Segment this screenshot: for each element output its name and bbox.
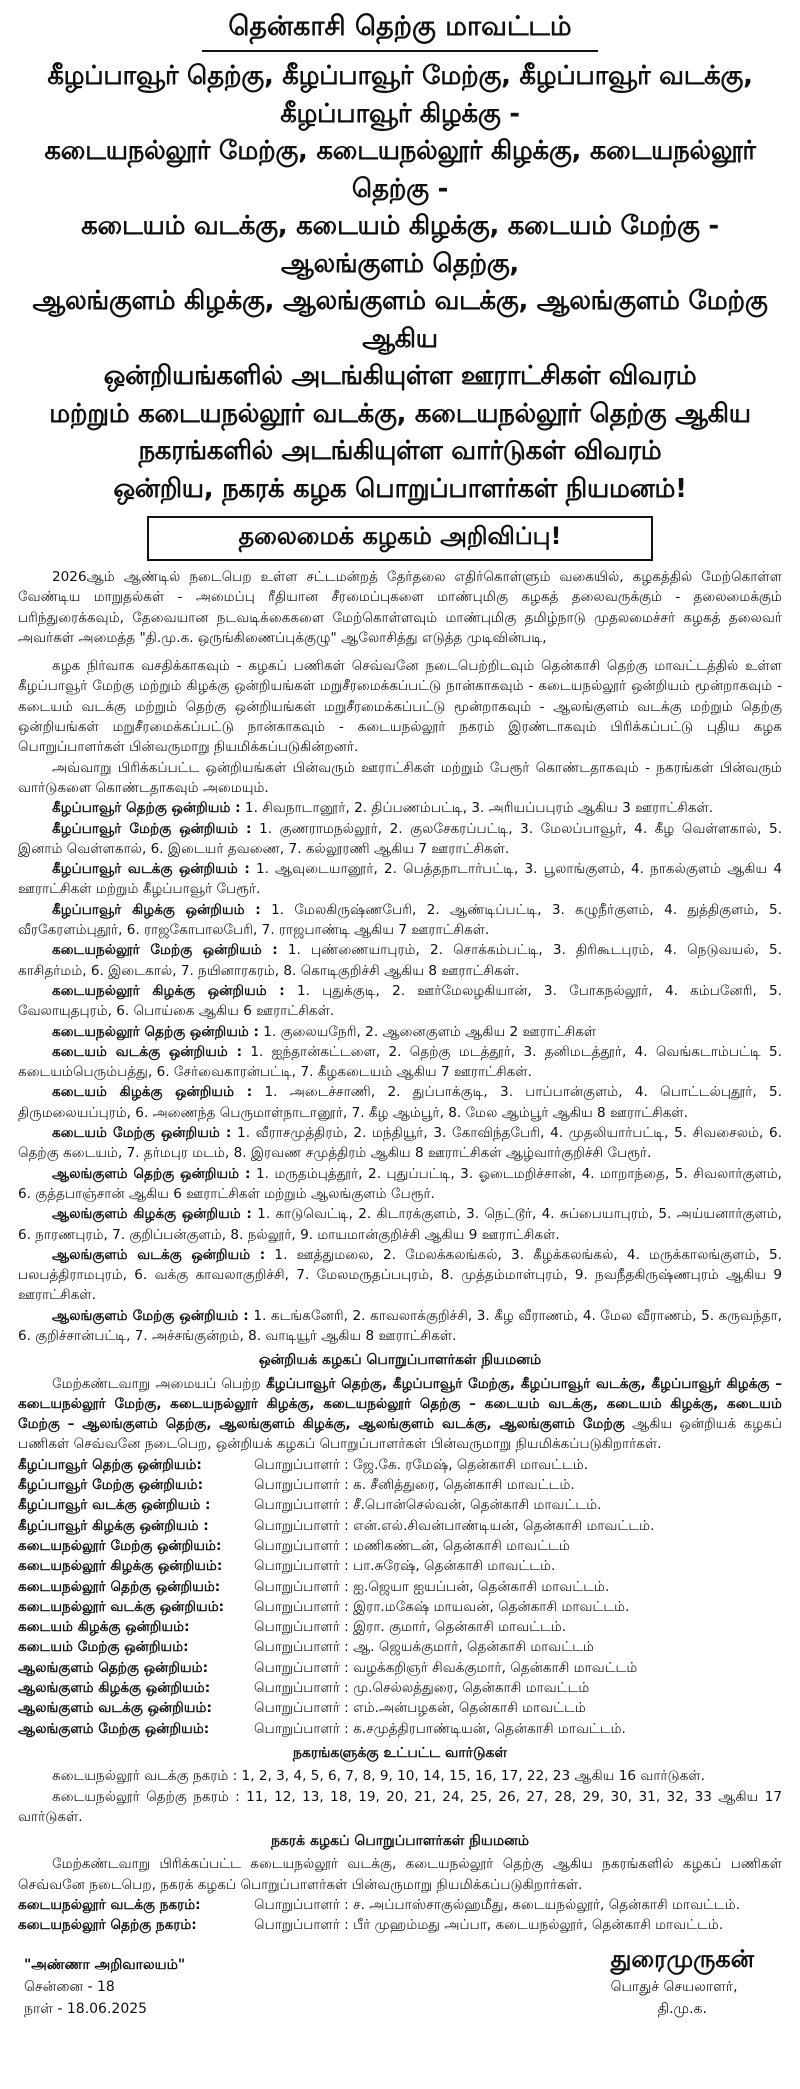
union-panchayats: 1. அடைச்சாணி, 2. துப்பாக்குடி, 3. பாப்பான்குளம், 4. பொட்டல்புதூர், 5. திருமலையப்புரம், 6. அணைந்த பெருமாள்நாடானூர், 7. கீழ ஆம்பூர், 8. மேல ஆம்பூர் ஆகிய 8 ஊராட்சிகள்.	[18, 1084, 782, 1121]
officer-row	[18, 1455, 782, 1475]
union-panchayats: 1. வீராசமுத்திரம், 2. மந்தியூர், 3. கோவிந்தபேரி, 4. முதலியார்பட்டி, 5. சிவசைலம், 6. தெற்கு கடையம், 7. தர்மபுர மடம், 8. இரவண சமுத்திரம் ஆகிய 8 ஊராட்சிகள் ஆழ்வார்குறிச்சி பேரூர்.	[18, 1125, 783, 1162]
officer-unit: கடையநல்லூர் வடக்கு நகரம்:	[18, 1897, 201, 1913]
union-entry	[18, 940, 782, 981]
head-office-announcement-title: தலைமைக் கழகம் அறிவிப்பு!	[147, 516, 654, 561]
officer-row	[18, 1577, 782, 1597]
officer-unit: ஆலங்குளம் தெற்கு ஒன்றியம்:	[18, 1659, 209, 1676]
officer-unit: கடையநல்லூர் தெற்கு நகரம்:	[18, 1917, 197, 1934]
officer-unit: ஆலங்குளம் கிழக்கு ஒன்றியம்:	[18, 1680, 211, 1697]
officer-unit: கீழப்பாவூர் தெற்கு ஒன்றியம்:	[18, 1456, 202, 1473]
headline-line: ஒன்றியங்களில் அடங்கியுள்ள ஊராட்சிகள் விவரம்	[103, 361, 697, 391]
officer-row	[18, 1637, 782, 1657]
officer-name: பொறுப்பாளர் : மு.செல்லத்துரை, தென்காசி மாவட்டம்	[254, 1680, 590, 1697]
officer-row	[18, 1516, 782, 1536]
union-officers-intro	[18, 1374, 782, 1455]
union-name: கடையம் மேற்கு ஒன்றியம் :	[52, 1125, 232, 1142]
intro-prefix: மேற்கண்டவாறு அமையப் பெற்ற	[52, 1375, 267, 1392]
officer-row	[18, 1678, 782, 1698]
union-panchayats: 1. குணராமநல்லூர், 2. குலசேகரப்பட்டி, 3. மேலப்பாவூர், 4. கீழ வெள்ளகால், 5. இனாம் வெள்ளகால், 6. இடையர் தவணை, 7. கல்லூரணி ஆகிய 7 ஊராட்சிகள்.	[18, 820, 782, 857]
signer-party: தி.மு.க.	[657, 2000, 707, 2017]
union-name: ஆலங்குளம் வடக்கு ஒன்றியம் :	[52, 1246, 266, 1263]
officer-name: பொறுப்பாளர் : இரா.மகேஷ் மாயவன், தென்காசி மாவட்டம்.	[254, 1598, 630, 1615]
town-officer-list	[18, 1895, 782, 1936]
intro-paragraph: 2026ஆம் ஆண்டில் நடைபெற உள்ள சட்டமன்றத் தேர்தலை எதிர்கொள்ளும் வகையில், கழகத்தில் மேற்கொள்ள வேண்டிய மாறுதல்கள் - அமைப்பு ரீதியான சீரமைப்புகளை மாண்புமிகு கழகத் தலைவருக்கும் - தலைமைக்கும் பரிந்துரைக்கவும், தேவையான நடவடிக்கைகளை மேற்கொள்ளவும் மாண்புமிகு தமிழ்நாடு முதலமைச்சர் கழகத் தலைவர் அவர்கள் அமைத்த "தி.மு.க. ஒருங்கிணைப்புக்குழு" ஆலோசித்து எடுத்த முடிவின்படி,	[18, 569, 782, 646]
union-entry	[18, 1164, 782, 1205]
signer-name: துரைமுருகன்	[610, 1944, 754, 1973]
headline-line: ஆலங்குளம் கிழக்கு, ஆலங்குளம் வடக்கு, ஆலங்குளம் மேற்கு ஆகிய	[32, 286, 768, 354]
box-title-wrap	[18, 516, 782, 561]
officer-name: பொறுப்பாளர் : எம்.அன்பழகன், தென்காசி மாவட்டம்	[254, 1700, 586, 1717]
union-panchayats: 1. குலையநேரி, 2. ஆனைகுளம் ஆகிய 2 ஊராட்சிகள்	[258, 1023, 597, 1040]
officer-unit: கடையநல்லூர் கிழக்கு ஒன்றியம்:	[18, 1558, 223, 1575]
union-entry	[18, 900, 782, 941]
officer-unit: கடையநல்லூர் தெற்கு ஒன்றியம்:	[18, 1578, 221, 1595]
headline-line: கடையம் வடக்கு, கடையம் கிழக்கு, கடையம் மேற்கு - ஆலங்குளம் தெற்கு,	[81, 211, 719, 279]
union-entry	[18, 1022, 782, 1042]
officer-unit: கடையம் மேற்கு ஒன்றியம்:	[18, 1639, 189, 1656]
officer-name: பொறுப்பாளர் : சீ.பொன்செல்வன், தென்காசி மாவட்டம்.	[254, 1497, 602, 1514]
intro-suffix: ஆகிய ஒன்றியக் கழகப் பணிகள் செவ்வனே நடைபெற, ஒன்றியக் கழகப் பொறுப்பாளர்கள் பின்வருமாறு நியமிக்கப்படுகிறார்கள்.	[18, 1416, 782, 1453]
officer-row	[18, 1719, 782, 1739]
officer-name: பொறுப்பாளர் : வழக்கறிஞர் சிவக்குமார், தென்காசி மாவட்டம்	[254, 1659, 638, 1676]
intro-paragraph: அவ்வாறு பிரிக்கப்பட்ட ஒன்றியங்கள் பின்வரும் ஊராட்சிகள் மற்றும் பேரூர் கொண்டதாகவும் - நகரங்கள் பின்வரும் வார்டுகளை கொண்டதாகவும் அமையும்.	[18, 759, 782, 796]
union-list	[18, 798, 782, 1346]
officer-row	[18, 1475, 782, 1495]
union-name: கீழப்பாவூர் கிழக்கு ஒன்றியம் :	[52, 901, 261, 918]
officer-name: பொறுப்பாளர் : ஜே.கே. ரமேஷ், தென்காசி மாவட்டம்.	[254, 1456, 589, 1473]
union-panchayats: 1. மருதம்புத்தூர், 2. புதுப்பட்டி, 3. ஓடைமறிச்சான், 4. மாறாந்தை, 5. சிவலார்குளம், 6. குத்தபாஞ்சான் ஆகிய 6 ஊராட்சிகள் மற்றும் ஆலங்குளம் பேரூர்.	[18, 1165, 782, 1202]
union-entry	[18, 819, 782, 860]
officer-row	[18, 1597, 782, 1617]
officer-row	[18, 1895, 782, 1915]
office-name: "அண்ணா அறிவாலயம்"	[24, 1956, 186, 1973]
officer-row	[18, 1698, 782, 1718]
officer-name: பொறுப்பாளர் : க.சமுத்திரபாண்டியன், தென்காசி மாவட்டம்.	[254, 1720, 626, 1737]
union-entry	[18, 1245, 782, 1306]
union-name: கீழப்பாவூர் வடக்கு ஒன்றியம் :	[52, 861, 250, 878]
town-officers-heading: நகரக் கழகப் பொறுப்பாளர்கள் நியமனம்	[270, 1833, 530, 1850]
officer-unit: கீழப்பாவூர் வடக்கு ஒன்றியம் :	[18, 1497, 211, 1514]
union-name: ஆலங்குளம் மேற்கு ஒன்றியம் :	[52, 1307, 249, 1324]
union-entry	[18, 798, 782, 818]
union-panchayats: 1. ஊத்துமலை, 2. மேலக்கலங்கல், 3. கீழக்கலங்கல், 4. மருக்காலங்குளம், 5. பலபத்திராமபுரம், 6. வக்கு காவலாகுறிச்சி, 7. மேலமருதப்பபுரம், 8. முத்தம்மாள்புரம், 9. நவநீதகிருஷ்ணபுரம் ஆகிய 9 ஊராட்சிகள்.	[18, 1246, 782, 1304]
office-city: சென்னை - 18	[24, 1978, 115, 1995]
officer-unit: கீழப்பாவூர் கிழக்கு ஒன்றியம் :	[18, 1517, 209, 1534]
town-wards-heading: நகரங்களுக்கு உட்பட்ட வார்டுகள்	[292, 1744, 508, 1761]
union-name: கடையநல்லூர் மேற்கு ஒன்றியம் :	[52, 942, 278, 959]
officer-name: பொறுப்பாளர் : ச. அப்பாஸ்சாகுல்ஹமீது, கடையநல்லூர், தென்காசி மாவட்டம்.	[254, 1897, 741, 1913]
union-panchayats: 1. புதுக்குடி, 2. ஊர்மேலழகியான், 3. போகநல்லூர், 4. கம்பனேரி, 5. வேலாயுதபுரம், 6. பொய்கை ஆகிய 6 ஊராட்சிகள்.	[18, 982, 783, 1020]
union-entry	[18, 1042, 782, 1083]
union-panchayats: 1. மேலகிருஷ்ணபேரி, 2. ஆண்டிப்பட்டி, 3. கழுநீர்குளம், 4. துத்திகுளம், 5. வீரகேரளம்புதூர், 6. ராஜகோபாலபேரி, 7. ராஜபாண்டி ஆகிய 7 ஊராட்சிகள்.	[18, 901, 783, 939]
union-name: ஆலங்குளம் தெற்கு ஒன்றியம் :	[52, 1165, 251, 1182]
issue-date: நாள் - 18.06.2025	[24, 2000, 148, 2017]
union-entry	[18, 981, 782, 1022]
officer-name: பொறுப்பாளர் : க. சீனித்துரை, தென்காசி மாவட்டம்.	[254, 1477, 575, 1494]
union-panchayats: 1. புண்ணையாபுரம், 2. சொக்கம்பட்டி, 3. திரிகூடபுரம், 4. நெடுவயல், 5. காசிதர்மம், 6. இடைகால், 7. நயினாரகரம், 8. கொடிகுறிச்சி ஆகிய 8 ஊராட்சிகள்.	[18, 942, 782, 979]
union-name: கடையநல்லூர் கிழக்கு ஒன்றியம் :	[52, 982, 285, 999]
union-name: கடையநல்லூர் தெற்கு ஒன்றியம் :	[52, 1023, 259, 1040]
union-name: கீழப்பாவூர் தெற்கு ஒன்றியம் :	[52, 800, 241, 817]
headline-line: மற்றும் கடையநல்லூர் வடக்கு, கடையநல்லூர் தெற்கு ஆகிய	[49, 398, 751, 429]
intro-paragraph: கழக நிர்வாக வசதிக்காகவும் - கழகப் பணிகள் செவ்வனே நடைபெற்றிடவும் தென்காசி தெற்கு மாவட்டத்தில் உள்ள கீழப்பாவூர் மேற்கு மற்றும் கிழக்கு ஒன்றியங்கள் மறுசீரமைக்கப்பட்டு நான்காகவும் - கடையநல்லூர் ஒன்றியம் மூன்றாகவும் - கடையம் வடக்கு மற்றும் தெற்கு ஒன்றியங்கள் மறுசீரமைக்கப்பட்டு மூன்றாகவும் - ஆலங்குளம் வடக்கு மற்றும் தெற்கு ஒன்றியங்கள் மறுசீரமைக்கப்பட்டு நான்காகவும் - கடையநல்லூர் நகரம் இரண்டாகவும் பிரிக்கப்பட்டு புதிய கழக பொறுப்பாளர்கள் பின்வருமாறு நியமிக்கப்படுகின்றனர்.	[18, 658, 782, 756]
union-panchayats: 1. ஐந்தான்கட்டளை, 2. தெற்கு மடத்தூர், 3. தனிமடத்தூர், 4. வெங்கடாம்பட்டி 5. கடையம்பெரும்பத்து, 6. சேர்வைகாரன்பட்டி, 7. கீழகடையம் ஆகிய 7 ஊராட்சிகள்.	[18, 1043, 783, 1081]
union-officers-heading: ஒன்றியக் கழகப் பொறுப்பாளர்கள் நியமனம்	[258, 1352, 542, 1369]
union-entry	[18, 1082, 782, 1123]
officer-name: பொறுப்பாளர் : என்.எல்.சிவன்பாண்டியன், தென்காசி மாவட்டம்.	[254, 1517, 655, 1534]
union-panchayats: 1. ஆவுடையானூர், 2. பெத்தநாடார்பட்டி, 3. பூலாங்குளம், 4. நாகல்குளம் ஆகிய 4 ஊராட்சிகள் மற்றும் கீழப்பாவூர் பேரூர்.	[18, 861, 782, 898]
officer-name: பொறுப்பாளர் : ஆ. ஜெயக்குமார், தென்காசி மாவட்டம்	[254, 1639, 594, 1656]
district-title-wrap	[18, 8, 782, 52]
officer-row	[18, 1915, 782, 1935]
officer-row	[18, 1536, 782, 1556]
union-name: கடையம் கிழக்கு ஒன்றியம் :	[52, 1084, 253, 1101]
union-name: ஆலங்குளம் கிழக்கு ஒன்றியம் :	[52, 1206, 252, 1223]
union-entry	[18, 1204, 782, 1245]
footer-address	[24, 1954, 185, 2020]
intro-bold: கீழப்பாவூர் தெற்கு, கீழப்பாவூர் மேற்கு, கீழப்பாவூர் வடக்கு, கீழப்பாவூர் கிழக்கு – கடையநல்லூர் மேற்கு, கடையநல்லூர் கிழக்கு, கடையநல்லூர் தெற்கு – கடையம் வடக்கு, கடையம் கிழக்கு, கடையம் மேற்கு – ஆலங்குளம் தெற்கு, ஆலங்குளம் கிழக்கு, ஆலங்குளம் வடக்கு, ஆலங்குளம் மேற்கு	[18, 1375, 782, 1433]
union-panchayats: 1. சிவநாடானூர், 2. திப்பணம்பட்டி, 3. அரியப்பபுரம் ஆகிய 3 ஊராட்சிகள்.	[240, 800, 714, 817]
officer-unit: கடையநல்லூர் மேற்கு ஒன்றியம்:	[18, 1537, 222, 1554]
officer-row	[18, 1495, 782, 1515]
town-wards-north: கடையநல்லூர் வடக்கு நகரம் : 1, 2, 3, 4, 5, 6, 7, 8, 9, 10, 14, 15, 16, 17, 22, 23 ஆகிய 16 வார்டுகள்.	[52, 1768, 705, 1785]
officer-row	[18, 1556, 782, 1576]
officer-unit: கீழப்பாவூர் மேற்கு ஒன்றியம்:	[18, 1477, 204, 1494]
officer-row	[18, 1617, 782, 1637]
district-title: தென்காசி தெற்கு மாவட்டம்	[202, 8, 597, 52]
officer-name: பொறுப்பாளர் : பீர் முஹம்மது அப்பா, கடையநல்லூர், தென்காசி மாவட்டம்.	[254, 1917, 724, 1934]
union-name: கடையம் வடக்கு ஒன்றியம் :	[52, 1043, 243, 1060]
union-name: கீழப்பாவூர் மேற்கு ஒன்றியம் :	[52, 820, 252, 837]
officer-name: பொறுப்பாளர் : இரா. குமார், தென்காசி மாவட்டம்.	[254, 1619, 567, 1636]
union-officer-list	[18, 1455, 782, 1739]
union-entry	[18, 1306, 782, 1347]
officer-name: பொறுப்பாளர் : ஐ.ஜெயா ஐயப்பன், தென்காசி மாவட்டம்.	[254, 1578, 610, 1595]
officer-name: பொறுப்பாளர் : பா.சுரேஷ், தென்காசி மாவட்டம்.	[254, 1558, 556, 1575]
officer-row	[18, 1658, 782, 1678]
headline-line: நகரங்களில் அடங்கியுள்ள வார்டுகள் விவரம்	[138, 436, 662, 466]
headline-line: கீழப்பாவூர் தெற்கு, கீழப்பாவூர் மேற்கு, கீழப்பாவூர் வடக்கு, கீழப்பாவூர் கிழக்கு -	[47, 61, 753, 129]
union-panchayats: 1. காடுவெட்டி, 2. கிடாரக்குளம், 3. நெட்டூர், 4. சுப்பையாபுரம், 5. அய்யனார்குளம், 6. நாரணபுரம், 7. குறிப்பன்குளம், 8. நல்லூர், 9. மாயமான்குறிச்சி ஆகிய 9 ஊராட்சிகள்.	[18, 1206, 783, 1243]
headline-line: கடையநல்லூர் மேற்கு, கடையநல்லூர் கிழக்கு, கடையநல்லூர் தெற்கு -	[44, 136, 756, 204]
announcement-body	[18, 567, 782, 1936]
footer-signature	[610, 1944, 754, 2020]
town-officers-intro: மேற்கண்டவாறு பிரிக்கப்பட்ட கடையநல்லூர் வடக்கு, கடையநல்லூர் தெற்கு ஆகிய நகரங்களில் கழகப் பணிகள் செவ்வனே நடைபெற, நகரக் கழகப் பொறுப்பாளர்கள் பின்வருமாறு நியமிக்கப்படுகிறார்கள்.	[18, 1856, 782, 1893]
headline	[18, 58, 782, 508]
union-panchayats: 1. கடங்கனேரி, 2. காவலாக்குறிச்சி, 3. கீழ வீராணம், 4. மேல வீராணம், 5. கருவந்தா, 6. குறிச்சான்பட்டி, 7. அச்சங்குன்றம், 8. வாடியூர் ஆகிய 8 ஊராட்சிகள்.	[18, 1307, 782, 1344]
officer-unit: ஆலங்குளம் வடக்கு ஒன்றியம்:	[18, 1700, 212, 1717]
signer-designation: பொதுச் செயலாளர்,	[610, 1978, 738, 1995]
officer-unit: கடையம் கிழக்கு ஒன்றியம்:	[18, 1619, 190, 1636]
officer-unit: கடையநல்லூர் வடக்கு ஒன்றியம்:	[18, 1598, 225, 1615]
officer-unit: ஆலங்குளம் மேற்கு ஒன்றியம்:	[18, 1720, 210, 1737]
union-entry	[18, 859, 782, 900]
town-wards-south: கடையநல்லூர் தெற்கு நகரம் : 11, 12, 13, 18, 19, 20, 21, 24, 25, 26, 27, 28, 29, 30, 31, 32, 33 ஆகிய 17 வார்டுகள்.	[18, 1788, 782, 1825]
headline-line: ஒன்றிய, நகரக் கழக பொறுப்பாளர்கள் நியமனம்!	[113, 473, 687, 504]
union-entry	[18, 1123, 782, 1164]
officer-name: பொறுப்பாளர் : மணிகண்டன், தென்காசி மாவட்டம்	[254, 1537, 570, 1554]
